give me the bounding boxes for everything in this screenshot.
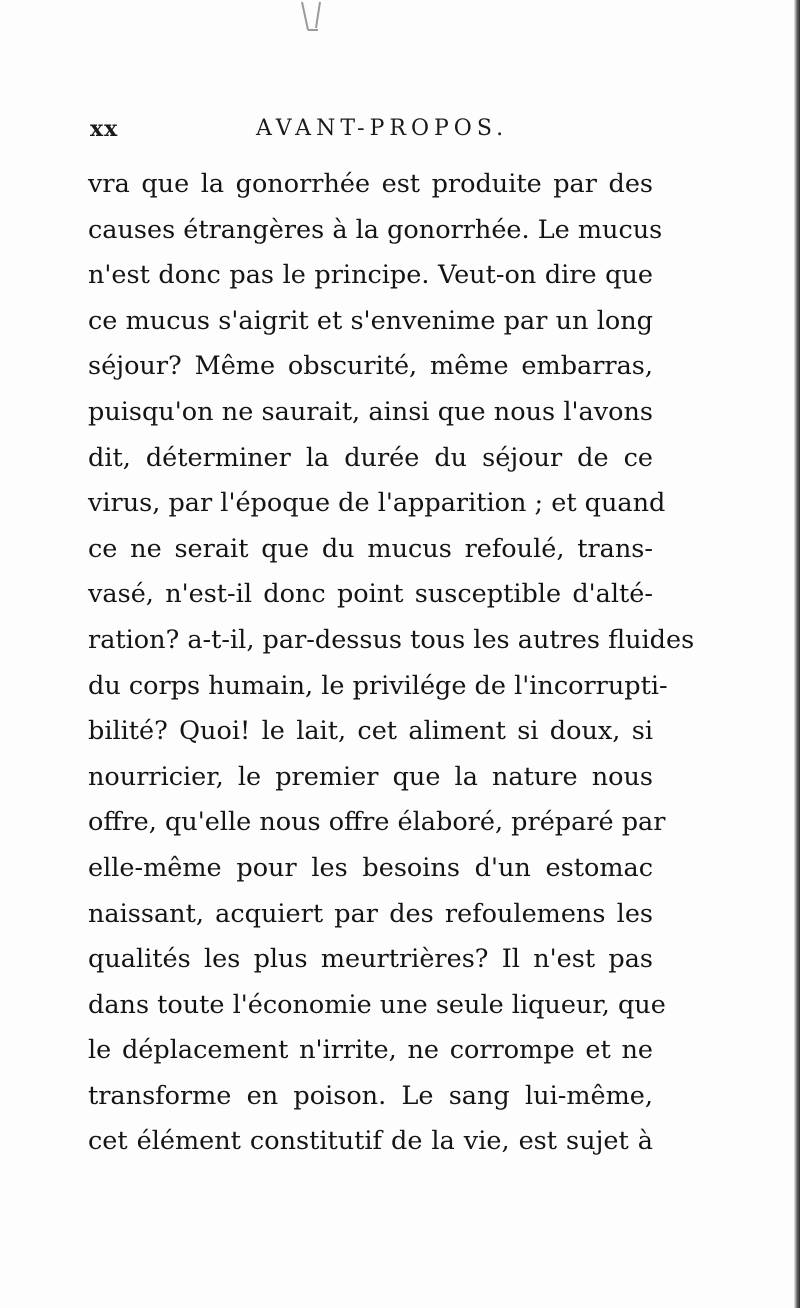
text-line: ce ne serait que du mucus refoulé, trans- — [88, 533, 653, 564]
text-line: vra que la gonorrhée est produite par des — [88, 169, 653, 199]
text-line: cet élément constitutif de la vie, est sujet à — [88, 1126, 653, 1157]
text-line: bilité? Quoi! le lait, cet aliment si doux, si — [88, 716, 653, 747]
binding-mark — [298, 0, 328, 48]
running-header — [88, 108, 658, 148]
body-text — [88, 162, 695, 1165]
text-line: naissant, acquiert par des refoulemens les — [88, 898, 653, 929]
text-line: causes étrangères à la gonorrhée. Le mucus — [88, 214, 663, 245]
text-line: nourricier, le premier que la nature nous — [88, 761, 653, 792]
text-line: dit, déterminer la durée du séjour de ce — [88, 442, 653, 473]
page-edge-shadow — [794, 0, 800, 1308]
text-line: virus, par l'époque de l'apparition ; et quand — [88, 488, 666, 519]
text-line: transforme en poison. Le sang lui-même, — [88, 1080, 653, 1111]
text-line: ration? a-t-il, par-dessus tous les autres fluides — [88, 624, 695, 655]
page-number: xx — [90, 116, 119, 142]
text-line: vasé, n'est-il donc point susceptible d'alté- — [88, 579, 653, 610]
text-line: offre, qu'elle nous offre élaboré, préparé par — [88, 807, 666, 838]
running-title: AVANT-PROPOS. — [256, 116, 509, 141]
text-line: dans toute l'économie une seule liqueur, que — [88, 989, 666, 1020]
text-line: séjour? Même obscurité, même embarras, — [88, 351, 653, 382]
text-line: puisqu'on ne saurait, ainsi que nous l'avons — [88, 396, 653, 427]
text-line: ce mucus s'aigrit et s'envenime par un long — [88, 305, 653, 336]
text-line: qualités les plus meurtrières? Il n'est pas — [88, 944, 653, 975]
text-line: n'est donc pas le principe. Veut-on dire que — [88, 260, 653, 291]
text-line: elle-même pour les besoins d'un estomac — [88, 852, 653, 883]
text-line: le déplacement n'irrite, ne corrompe et ne — [88, 1035, 653, 1066]
text-line: du corps humain, le privilége de l'incorrupti- — [88, 670, 668, 701]
